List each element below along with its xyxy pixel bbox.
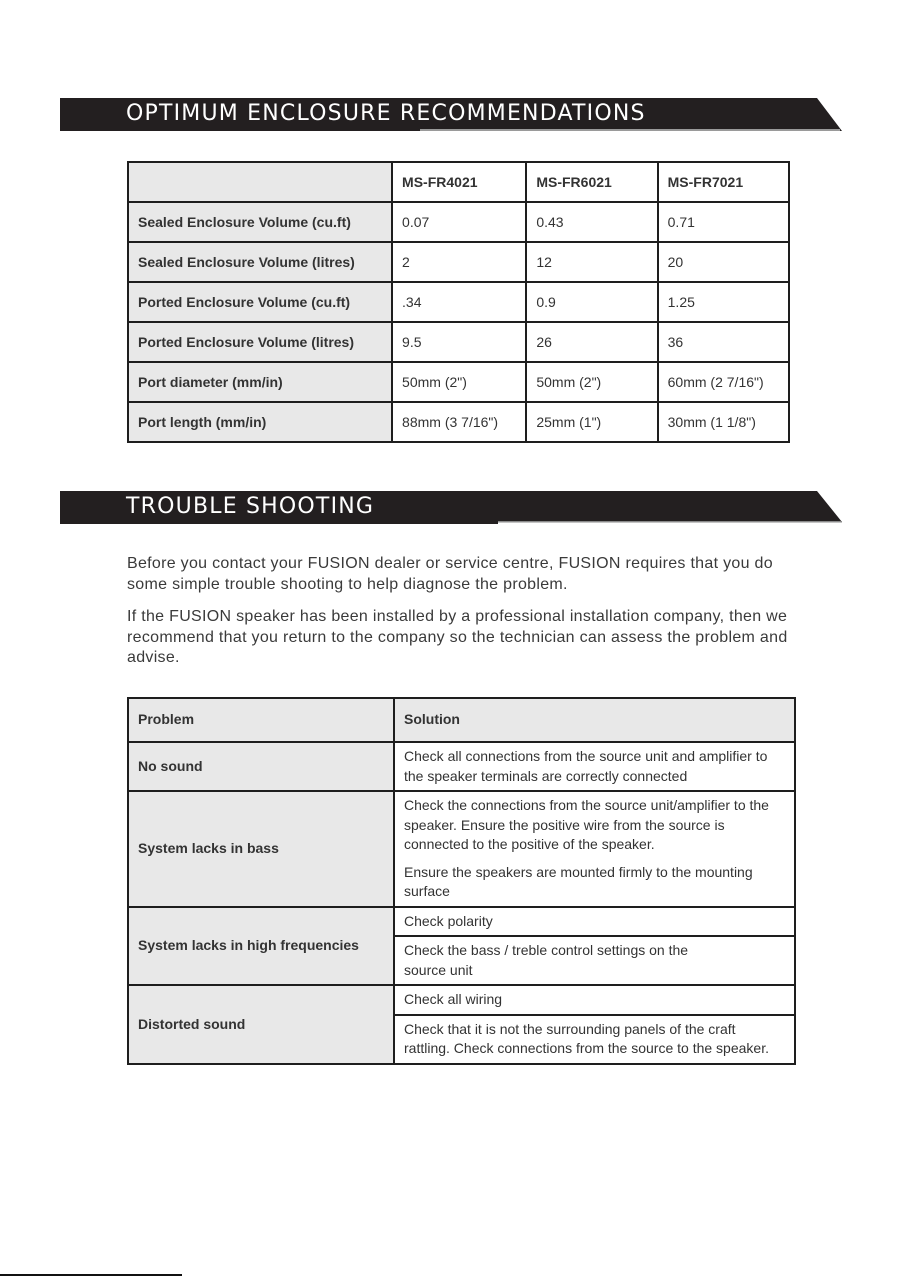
table-cell: 1.25 [658,282,789,322]
table-header-row [128,162,789,202]
column-header: MS-FR7021 [658,162,789,202]
column-header-problem: Problem [128,698,394,742]
problem-cell: Distorted sound [128,985,394,1064]
solution-text: Check all wiring [404,991,503,1007]
header-empty-cell [128,162,392,202]
table-row [128,322,789,362]
table-cell: 0.43 [526,202,657,242]
row-label: Sealed Enclosure Volume (litres) [128,242,392,282]
table-row [128,985,795,1015]
table-cell: 0.07 [392,202,526,242]
table-row [128,202,789,242]
solution-cell [394,936,795,985]
table-cell: 0.9 [526,282,657,322]
table-header-row [128,698,795,742]
enclosure-table [127,161,790,443]
solution-cell [394,742,795,791]
table-cell: 9.5 [392,322,526,362]
table-row [128,791,795,907]
problem-cell: System lacks in bass [128,791,394,907]
table-row [128,742,795,791]
solution-text: Check polarity [404,912,493,929]
solution-text: Check the bass / treble control settings on the source unit [404,942,689,978]
table-cell: 50mm (2") [526,362,657,402]
row-label: Sealed Enclosure Volume (cu.ft) [128,202,392,242]
section-banner-troubleshooting [60,491,842,524]
table-cell: 50mm (2") [392,362,526,402]
row-label: Port diameter (mm/in) [128,362,392,402]
table-cell: 26 [526,322,657,362]
table-cell: 20 [658,242,789,282]
problem-cell: No sound [128,742,394,791]
section-banner-enclosure [60,98,842,131]
troubleshooting-table [127,697,796,1065]
column-header-solution: Solution [394,698,795,742]
table-cell: 25mm (1") [526,402,657,442]
table-row [128,282,789,322]
solution-text: Check that it is not the surrounding panels of the craft rattling. Check connections from the source to the speaker. [404,1020,769,1056]
solution-text: Check all connections from the source unit and amplifier to the speaker terminals are correctly connected [404,748,768,784]
intro-paragraph: If the FUSION speaker has been installed by a professional installation company, then we recommend that you return to the company so the technician can assess the problem and advise. [127,608,788,666]
table-row [128,242,789,282]
row-label: Port length (mm/in) [128,402,392,442]
table-row [128,907,795,937]
solution-text: Check the connections from the source unit/amplifier to the speaker. Ensure the positive wire from the source is connected to the positive of the speaker. [404,797,769,852]
table-cell: 88mm (3 7/16") [392,402,526,442]
problem-cell: System lacks in high frequencies [128,907,394,986]
solution-cell [394,791,795,907]
section-title: OPTIMUM ENCLOSURE RECOMMENDATIONS [126,101,646,126]
table-cell: .34 [392,282,526,322]
table-row [128,362,789,402]
table-cell: 12 [526,242,657,282]
column-header: MS-FR4021 [392,162,526,202]
section-title: TROUBLE SHOOTING [126,494,375,519]
solution-cell [394,985,795,1015]
table-row [128,402,789,442]
solution-cell [394,1015,795,1064]
table-cell: 60mm (2 7/16") [658,362,789,402]
column-header: MS-FR6021 [526,162,657,202]
row-label: Ported Enclosure Volume (cu.ft) [128,282,392,322]
solution-text: Ensure the speakers are mounted firmly to the mounting surface [404,863,753,899]
row-label: Ported Enclosure Volume (litres) [128,322,392,362]
solution-cell [394,907,795,937]
table-cell: 30mm (1 1/8") [658,402,789,442]
table-cell: 2 [392,242,526,282]
table-cell: 0.71 [658,202,789,242]
intro-paragraph: Before you contact your FUSION dealer or service centre, FUSION requires that you do some simple trouble shooting to help diagnose the problem. [127,555,773,593]
table-cell: 36 [658,322,789,362]
